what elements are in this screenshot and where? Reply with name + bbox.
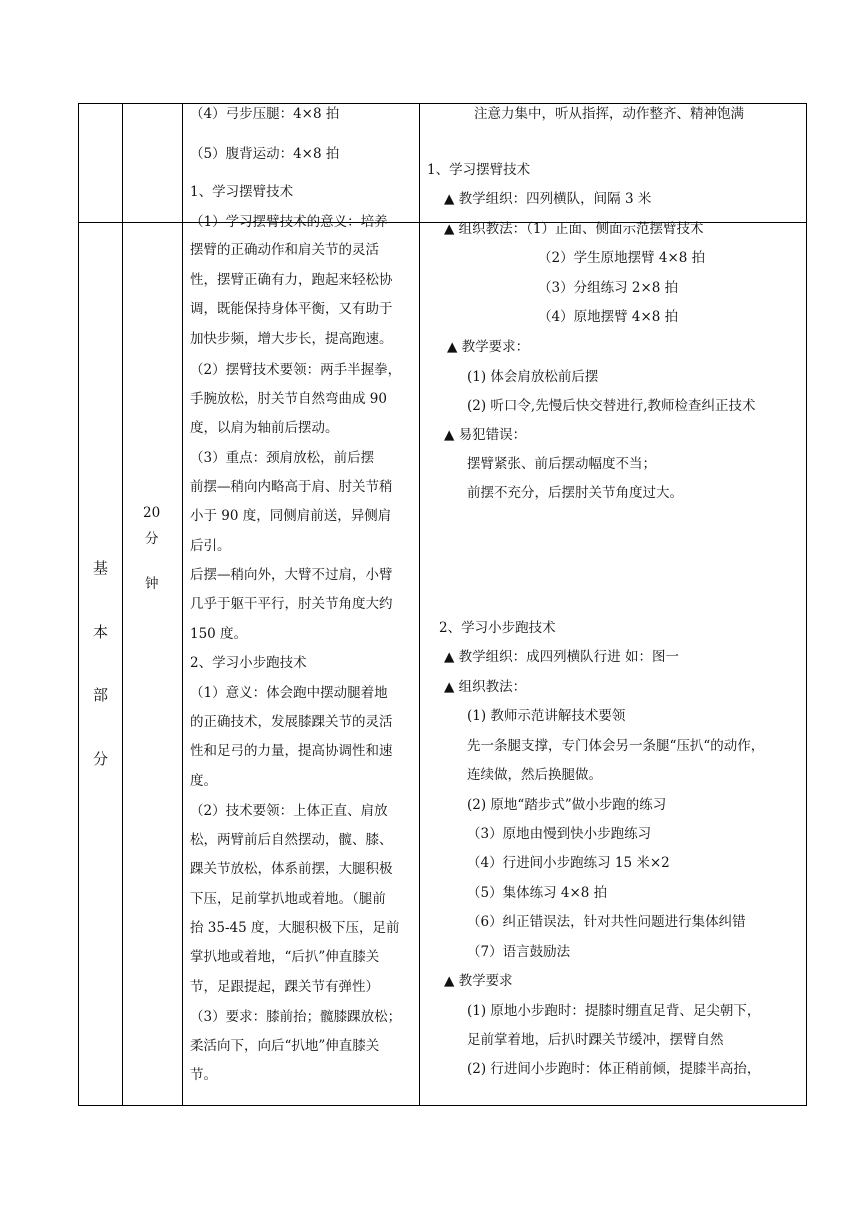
method-line: ▲ 易犯错误：	[444, 427, 527, 443]
content-line: 后摆—稍向外，大臂不过肩，小臂	[190, 567, 393, 583]
content-line: 踝关节放松，体系前摆，大腿积极	[190, 861, 393, 877]
method-line: （3）原地由慢到快小步跑练习	[467, 826, 652, 842]
method-line: （4）原地摆臂 4×8 拍	[538, 309, 679, 325]
content-line: （1）意义：体会跑中摆动腿着地	[190, 685, 388, 701]
method-line: ▲ 组织教法：	[444, 679, 527, 695]
content-line: （3）要求：膝前抬；髋膝踝放松；	[190, 1009, 402, 1025]
content-line: 节。	[190, 1067, 217, 1083]
method-line: 连续做，然后换腿做。	[467, 767, 602, 783]
content-line: （4）弓步压腿：4×8 拍	[190, 106, 340, 122]
method-line: （5）集体练习 4×8 拍	[467, 885, 608, 901]
section-char: 部	[93, 686, 109, 704]
content-line: （3）重点：颈肩放松，前后摆	[190, 450, 375, 466]
method-line: 前摆不充分，后摆肘关节角度过大。	[467, 485, 683, 501]
content-line: 柔活向下，向后“扒地”伸直膝关	[190, 1038, 380, 1054]
method-line: （2）学生原地摆臂 4×8 拍	[538, 250, 706, 266]
method-line: ▲ 教学要求	[444, 973, 513, 989]
method-line: 2、学习小步跑技术	[439, 620, 556, 636]
content-line: 前摆—稍向内略高于肩、肘关节稍	[190, 479, 393, 495]
method-line: 先一条腿支撑，专门体会另一条腿“压扒“的动作，	[467, 738, 765, 754]
method-line: (1) 原地小步跑时：提膝时绷直足背、足尖朝下，	[467, 1003, 761, 1019]
col-divider-2	[182, 103, 183, 1106]
time-value: 20	[143, 505, 161, 521]
section-char: 本	[93, 623, 109, 641]
content-line: 2、学习小步跑技术	[190, 655, 307, 671]
method-line: 1、学习摆臂技术	[427, 162, 531, 178]
method-line: (1) 教师示范讲解技术要领	[467, 708, 626, 724]
content-line: 掌扒地或着地，“后扒”伸直膝关	[190, 949, 380, 965]
content-line: （5）腹背运动：4×8 拍	[190, 146, 340, 162]
content-line: （1）学习摆臂技术的意义：培养	[190, 214, 388, 230]
method-line: ▲ 教学要求：	[447, 339, 530, 355]
method-line: 摆臂紧张、前后摆动幅度不当；	[467, 456, 656, 472]
content-line: 的正确技术，发展膝踝关节的灵活	[190, 714, 393, 730]
content-line: 节，足跟提起，踝关节有弹性）	[190, 979, 379, 995]
content-line: （2）摆臂技术要领：两手半握拳，	[190, 362, 402, 378]
content-line: 手腕放松，肘关节自然弯曲成 90	[190, 391, 387, 407]
time-unit: 分	[145, 531, 159, 547]
content-line: 后引。	[190, 538, 231, 554]
table-left-border	[78, 103, 79, 1106]
method-line: ▲ 教学组织：成四列横队行进 如：图一	[444, 649, 679, 665]
content-line: 性和足弓的力量，提高协调性和速	[190, 743, 393, 759]
method-line: 注意力集中，听从指挥，动作整齐、精神饱满	[474, 106, 744, 122]
content-line: （2）技术要领：上体正直、肩放	[190, 803, 388, 819]
method-line: (1) 体会肩放松前后摆	[467, 369, 599, 385]
method-line: （7）语言鼓励法	[467, 944, 571, 960]
method-line: （4）行进间小步跑练习 15 米×2	[467, 855, 670, 871]
content-line: 150 度。	[190, 626, 248, 642]
content-line: 松，两臂前后自然摆动，髋、膝、	[190, 832, 393, 848]
method-line: (2) 听口令,先慢后快交替进行,教师检查纠正技术	[467, 398, 756, 414]
method-line: 足前掌着地，后扒时踝关节缓冲，摆臂自然	[467, 1032, 724, 1048]
content-line: 抬 35-45 度，大腿积极下压，足前	[190, 920, 400, 936]
method-line: (2) 行进间小步跑时：体正稍前倾，提膝半高抬，	[467, 1061, 761, 1077]
content-line: 下压，足前掌扒地或着地。（腿前	[190, 891, 386, 907]
content-line: 度。	[190, 773, 217, 789]
content-line: 性，摆臂正确有力，跑起来轻松协	[190, 272, 393, 288]
section-char: 基	[93, 559, 109, 577]
content-line: 摆臂的正确动作和肩关节的灵活	[190, 242, 379, 258]
content-line: 度，以肩为轴前后摆动。	[190, 420, 339, 436]
table-right-border	[806, 103, 807, 1106]
table-bottom-border	[78, 1105, 807, 1106]
col-divider-1	[122, 103, 123, 1106]
content-line: 调，既能保持身体平衡，又有助于	[190, 301, 393, 317]
col-divider-3	[419, 103, 420, 1106]
method-line: ▲ 组织教法：（1）正面、侧面示范摆臂技术	[444, 221, 704, 237]
method-line: （6）纠正错误法，针对共性问题进行集体纠错	[467, 914, 746, 930]
method-line: ▲ 教学组织：四列横队，间隔 3 米	[444, 191, 652, 207]
content-line: 加快步频，增大步长，提高跑速。	[190, 331, 393, 347]
method-line: (2) 原地“踏步式”做小步跑的练习	[467, 797, 667, 813]
content-line: 小于 90 度，同侧肩前送，异侧肩	[190, 508, 392, 524]
content-line: 几乎于躯干平行，肘关节角度大约	[190, 596, 393, 612]
content-line: 1、学习摆臂技术	[190, 184, 294, 200]
method-line: （3）分组练习 2×8 拍	[538, 280, 679, 296]
table-top-border	[78, 103, 807, 104]
section-char: 分	[93, 750, 109, 768]
time-unit: 钟	[145, 576, 159, 592]
